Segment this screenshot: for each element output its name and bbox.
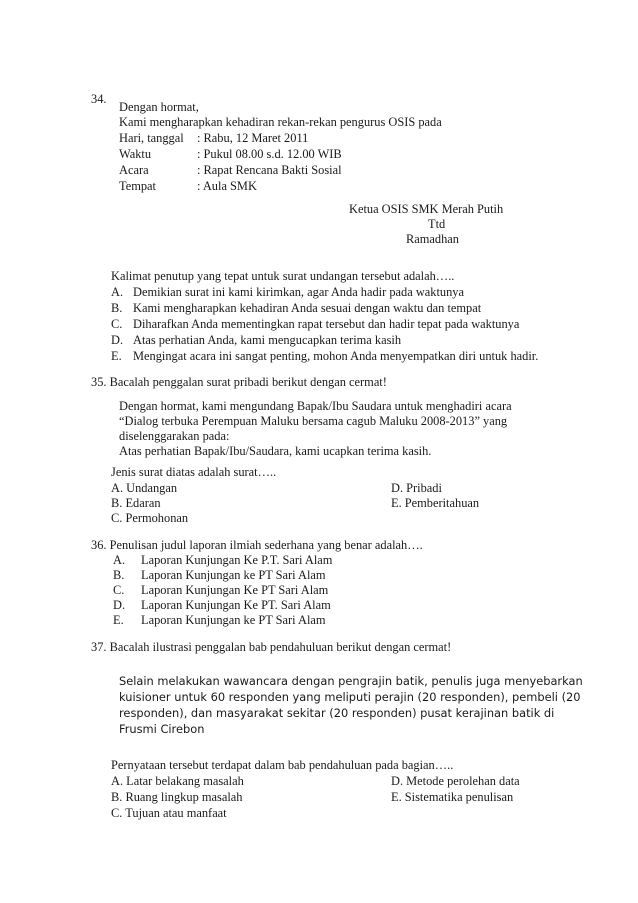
excerpt-line: Selain melakukan wawancara dengan pengrajin batik, penulis juga menyebarkan bbox=[119, 674, 583, 688]
question-37-title: 37. Bacalah ilustrasi penggalan bab pendahuluan berikut dengan cermat! bbox=[91, 640, 452, 654]
option-item bbox=[111, 284, 464, 300]
excerpt-line: Dengan hormat, kami mengundang Bapak/Ibu Saudara untuk menghadiri acara bbox=[119, 399, 512, 413]
detail-value: : Pukul 08.00 s.d. 12.00 WIB bbox=[197, 147, 342, 161]
option-letter: C. bbox=[113, 583, 125, 597]
signer-name: Ramadhan bbox=[406, 232, 459, 246]
option-item: E. Pemberitahuan bbox=[391, 496, 480, 510]
option-letter: A. bbox=[113, 553, 126, 567]
question-34-text: Kalimat penutup yang tepat untuk surat undangan tersebut adalah….. bbox=[111, 269, 455, 283]
excerpt-line: diselenggarakan pada: bbox=[119, 429, 230, 443]
excerpt-line: “Dialog terbuka Perempuan Maluku bersama cagub Maluku 2008-2013” yang bbox=[119, 414, 508, 428]
detail-label: Acara bbox=[119, 163, 149, 177]
question-36-title: 36. Penulisan judul laporan ilmiah sederhana yang benar adalah…. bbox=[91, 538, 423, 552]
option-text: Laporan Kunjungan Ke P.T. Sari Alam bbox=[141, 553, 333, 567]
signer-title: Ketua OSIS SMK Merah Putih bbox=[349, 202, 504, 216]
question-34-number: 34. bbox=[91, 92, 107, 106]
option-text: Mengingat acara ini sangat penting, mohon Anda menyempatkan diri untuk hadir. bbox=[133, 349, 539, 363]
detail-label: Tempat bbox=[119, 179, 156, 193]
option-text: Atas perhatian Anda, kami mengucapkan terima kasih bbox=[133, 333, 402, 347]
option-item: C. Tujuan atau manfaat bbox=[111, 806, 227, 820]
option-text: Laporan Kunjungan ke PT Sari Alam bbox=[141, 613, 326, 627]
option-letter: A. bbox=[111, 285, 124, 299]
option-letter: C. bbox=[111, 317, 123, 331]
letter-greeting: Dengan hormat, bbox=[119, 100, 199, 114]
option-item: E. Sistematika penulisan bbox=[391, 790, 514, 804]
option-item: C. Permohonan bbox=[111, 511, 189, 525]
question-35-text: Jenis surat diatas adalah surat….. bbox=[111, 465, 277, 479]
detail-value: : Aula SMK bbox=[197, 179, 257, 193]
detail-value: : Rabu, 12 Maret 2011 bbox=[197, 131, 309, 145]
detail-row bbox=[119, 162, 342, 178]
option-item bbox=[113, 552, 332, 568]
option-item: A. Undangan bbox=[111, 481, 178, 495]
excerpt-line: responden), dan masyarakat sekitar (20 responden) pusat kerajinan batik di bbox=[119, 706, 555, 720]
option-item: A. Latar belakang masalah bbox=[111, 774, 244, 788]
option-item bbox=[111, 332, 401, 348]
option-text: Diharafkan Anda mementingkan rapat tersebut dan hadir tepat pada waktunya bbox=[133, 317, 520, 331]
question-35-title: 35. Bacalah penggalan surat pribadi berikut dengan cermat! bbox=[91, 375, 387, 389]
detail-value: : Rapat Rencana Bakti Sosial bbox=[197, 163, 342, 177]
detail-row bbox=[119, 130, 308, 146]
option-item bbox=[111, 348, 538, 364]
option-letter: E. bbox=[113, 613, 124, 627]
option-text: Laporan Kunjungan Ke PT. Sari Alam bbox=[141, 598, 331, 612]
option-text: Laporan Kunjungan ke PT Sari Alam bbox=[141, 568, 326, 582]
detail-label: Waktu bbox=[119, 147, 152, 161]
option-letter: B. bbox=[113, 568, 125, 582]
option-text: Demikian surat ini kami kirimkan, agar Anda hadir pada waktunya bbox=[133, 285, 465, 299]
excerpt-line: Atas perhatian Bapak/Ibu/Saudara, kami ucapkan terima kasih. bbox=[119, 444, 432, 458]
option-text: Kami mengharapkan kehadiran Anda sesuai dengan waktu dan tempat bbox=[133, 301, 482, 315]
option-letter: D. bbox=[111, 333, 124, 347]
option-letter: B. bbox=[111, 301, 123, 315]
letter-body: Kami mengharapkan kehadiran rekan-rekan pengurus OSIS pada bbox=[119, 115, 442, 129]
option-letter: E. bbox=[111, 349, 122, 363]
option-item bbox=[113, 597, 331, 613]
excerpt-line: Frusmi Cirebon bbox=[119, 722, 205, 736]
detail-row bbox=[119, 146, 342, 162]
detail-label: Hari, tanggal bbox=[119, 131, 184, 145]
option-item bbox=[113, 582, 328, 598]
option-letter: D. bbox=[113, 598, 126, 612]
question-37-text: Pernyataan tersebut terdapat dalam bab pendahuluan pada bagian….. bbox=[111, 758, 454, 772]
detail-row bbox=[119, 178, 257, 194]
option-item: D. Pribadi bbox=[391, 481, 442, 495]
excerpt-line: kuisioner untuk 60 responden yang meliputi perajin (20 responden), pembeli (20 bbox=[119, 690, 581, 704]
option-item bbox=[113, 612, 326, 628]
option-item bbox=[111, 316, 519, 332]
option-item bbox=[111, 300, 481, 316]
option-item bbox=[113, 567, 326, 583]
option-item: D. Metode perolehan data bbox=[391, 774, 520, 788]
signer-ttd: Ttd bbox=[428, 217, 446, 231]
option-text: Laporan Kunjungan Ke PT Sari Alam bbox=[141, 583, 329, 597]
option-item: B. Edaran bbox=[111, 496, 161, 510]
option-item: B. Ruang lingkup masalah bbox=[111, 790, 243, 804]
